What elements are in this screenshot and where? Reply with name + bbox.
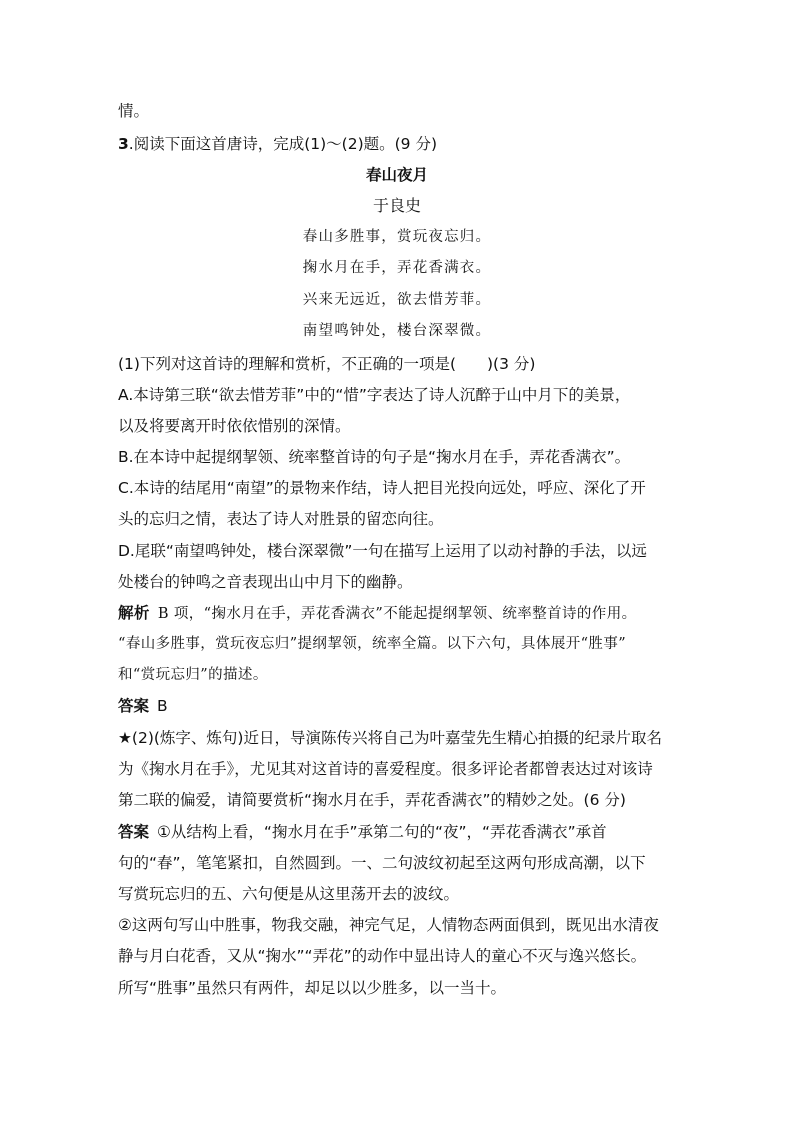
star-icon: ★ <box>118 729 132 747</box>
question-3-number: 3 <box>118 135 129 153</box>
sub-question-2-line-1 <box>118 727 678 749</box>
answer-2-line-1 <box>118 821 678 843</box>
answer-2-line-4: ②这两句写山中胜事，物我交融，神完气足，人情物态两面俱到，既见出水清夜 <box>118 916 659 934</box>
answer-1-label: 答案 <box>118 697 150 715</box>
answer-1-line <box>118 695 678 717</box>
analysis-line-1 <box>118 602 678 625</box>
question-3-text: .阅读下面这首唐诗，完成(1)～(2)题。(9 分) <box>128 135 438 153</box>
intro-continuation: 情。 <box>118 102 150 120</box>
answer-2-line-6: 所写“胜事”虽然只有两件，却足以以少胜多，以一当十。 <box>118 979 507 997</box>
option-d-line-2: 处楼台的钟鸣之音表现出山中月下的幽静。 <box>118 573 413 591</box>
analysis-line-3: 和“赏玩忘归”的描述。 <box>118 667 268 683</box>
sub-question-2-line-2: 为《掬水月在手》，尤见其对这首诗的喜爱程度。很多评论者都曾表达过对该诗 <box>118 760 653 778</box>
option-c-line-2: 头的忘归之情，表达了诗人对胜景的留恋向往。 <box>118 510 444 528</box>
sub-question-1-stem: (1)下列对这首诗的理解和赏析，不正确的一项是( )(3 分) <box>118 355 536 373</box>
poem-line-4: 南望鸣钟处，楼台深翠微。 <box>302 323 492 339</box>
analysis-line-2: “春山多胜事，赏玩夜忘归”提纲挈领，统率全篇。以下六句，具体展开“胜事” <box>118 636 627 652</box>
answer-2-text-1: ①从结构上看，“掬水月在手”承第二句的“夜”，“弄花香满衣”承首 <box>157 823 607 841</box>
question-3-stem <box>118 133 678 155</box>
poem-title: 春山夜月 <box>365 166 428 184</box>
answer-1-value: B <box>157 697 168 715</box>
option-a-line-2: 以及将要离开时依依惜别的深情。 <box>118 417 351 435</box>
answer-2-label: 答案 <box>118 823 150 841</box>
option-d-line-1: D.尾联“南望鸣钟处，楼台深翠微”一句在描写上运用了以动衬静的手法，以远 <box>118 542 647 560</box>
poem-author: 于良史 <box>372 196 421 215</box>
answer-2-line-3: 写赏玩忘归的五、六句便是从这里荡开去的波纹。 <box>118 885 460 903</box>
poem-line-1: 春山多胜事，赏玩夜忘归。 <box>302 229 492 245</box>
answer-2-line-2: 句的“春”，笔笔紧扣，自然圆到。一、二句波纹初起至这两句形成高潮，以下 <box>118 854 646 872</box>
option-b-line-1: B.在本诗中起提纲挈领、统率整首诗的句子是“掬水月在手，弄花香满衣”。 <box>118 448 631 466</box>
sub-question-2-line-3: 第二联的偏爱，请简要赏析“掬水月在手，弄花香满衣”的精妙之处。(6 分) <box>118 791 626 809</box>
poem-line-2: 掬水月在手，弄花香满衣。 <box>302 260 492 276</box>
answer-2-line-5: 静与月白花香，又从“掬水”“弄花”的动作中显出诗人的童心不灭与逸兴悠长。 <box>118 947 647 965</box>
sub-question-2-text-1: (2)(炼字、炼句)近日，导演陈传兴将自己为叶嘉莹先生精心拍摄的纪录片取名 <box>131 729 662 747</box>
poem-line-3: 兴来无远近，欲去惜芳菲。 <box>302 292 492 308</box>
analysis-label: 解析 <box>118 604 150 622</box>
analysis-text-1: B 项，“掬水月在手，弄花香满衣”不能起提纲挈领、统率整首诗的作用。 <box>157 606 637 622</box>
option-a-line-1: A.本诗第三联“欲去惜芳菲”中的“惜”字表达了诗人沉醉于山中月下的美景， <box>118 386 631 404</box>
option-c-line-1: C.本诗的结尾用“南望”的景物来作结，诗人把目光投向远处，呼应、深化了开 <box>118 479 646 497</box>
